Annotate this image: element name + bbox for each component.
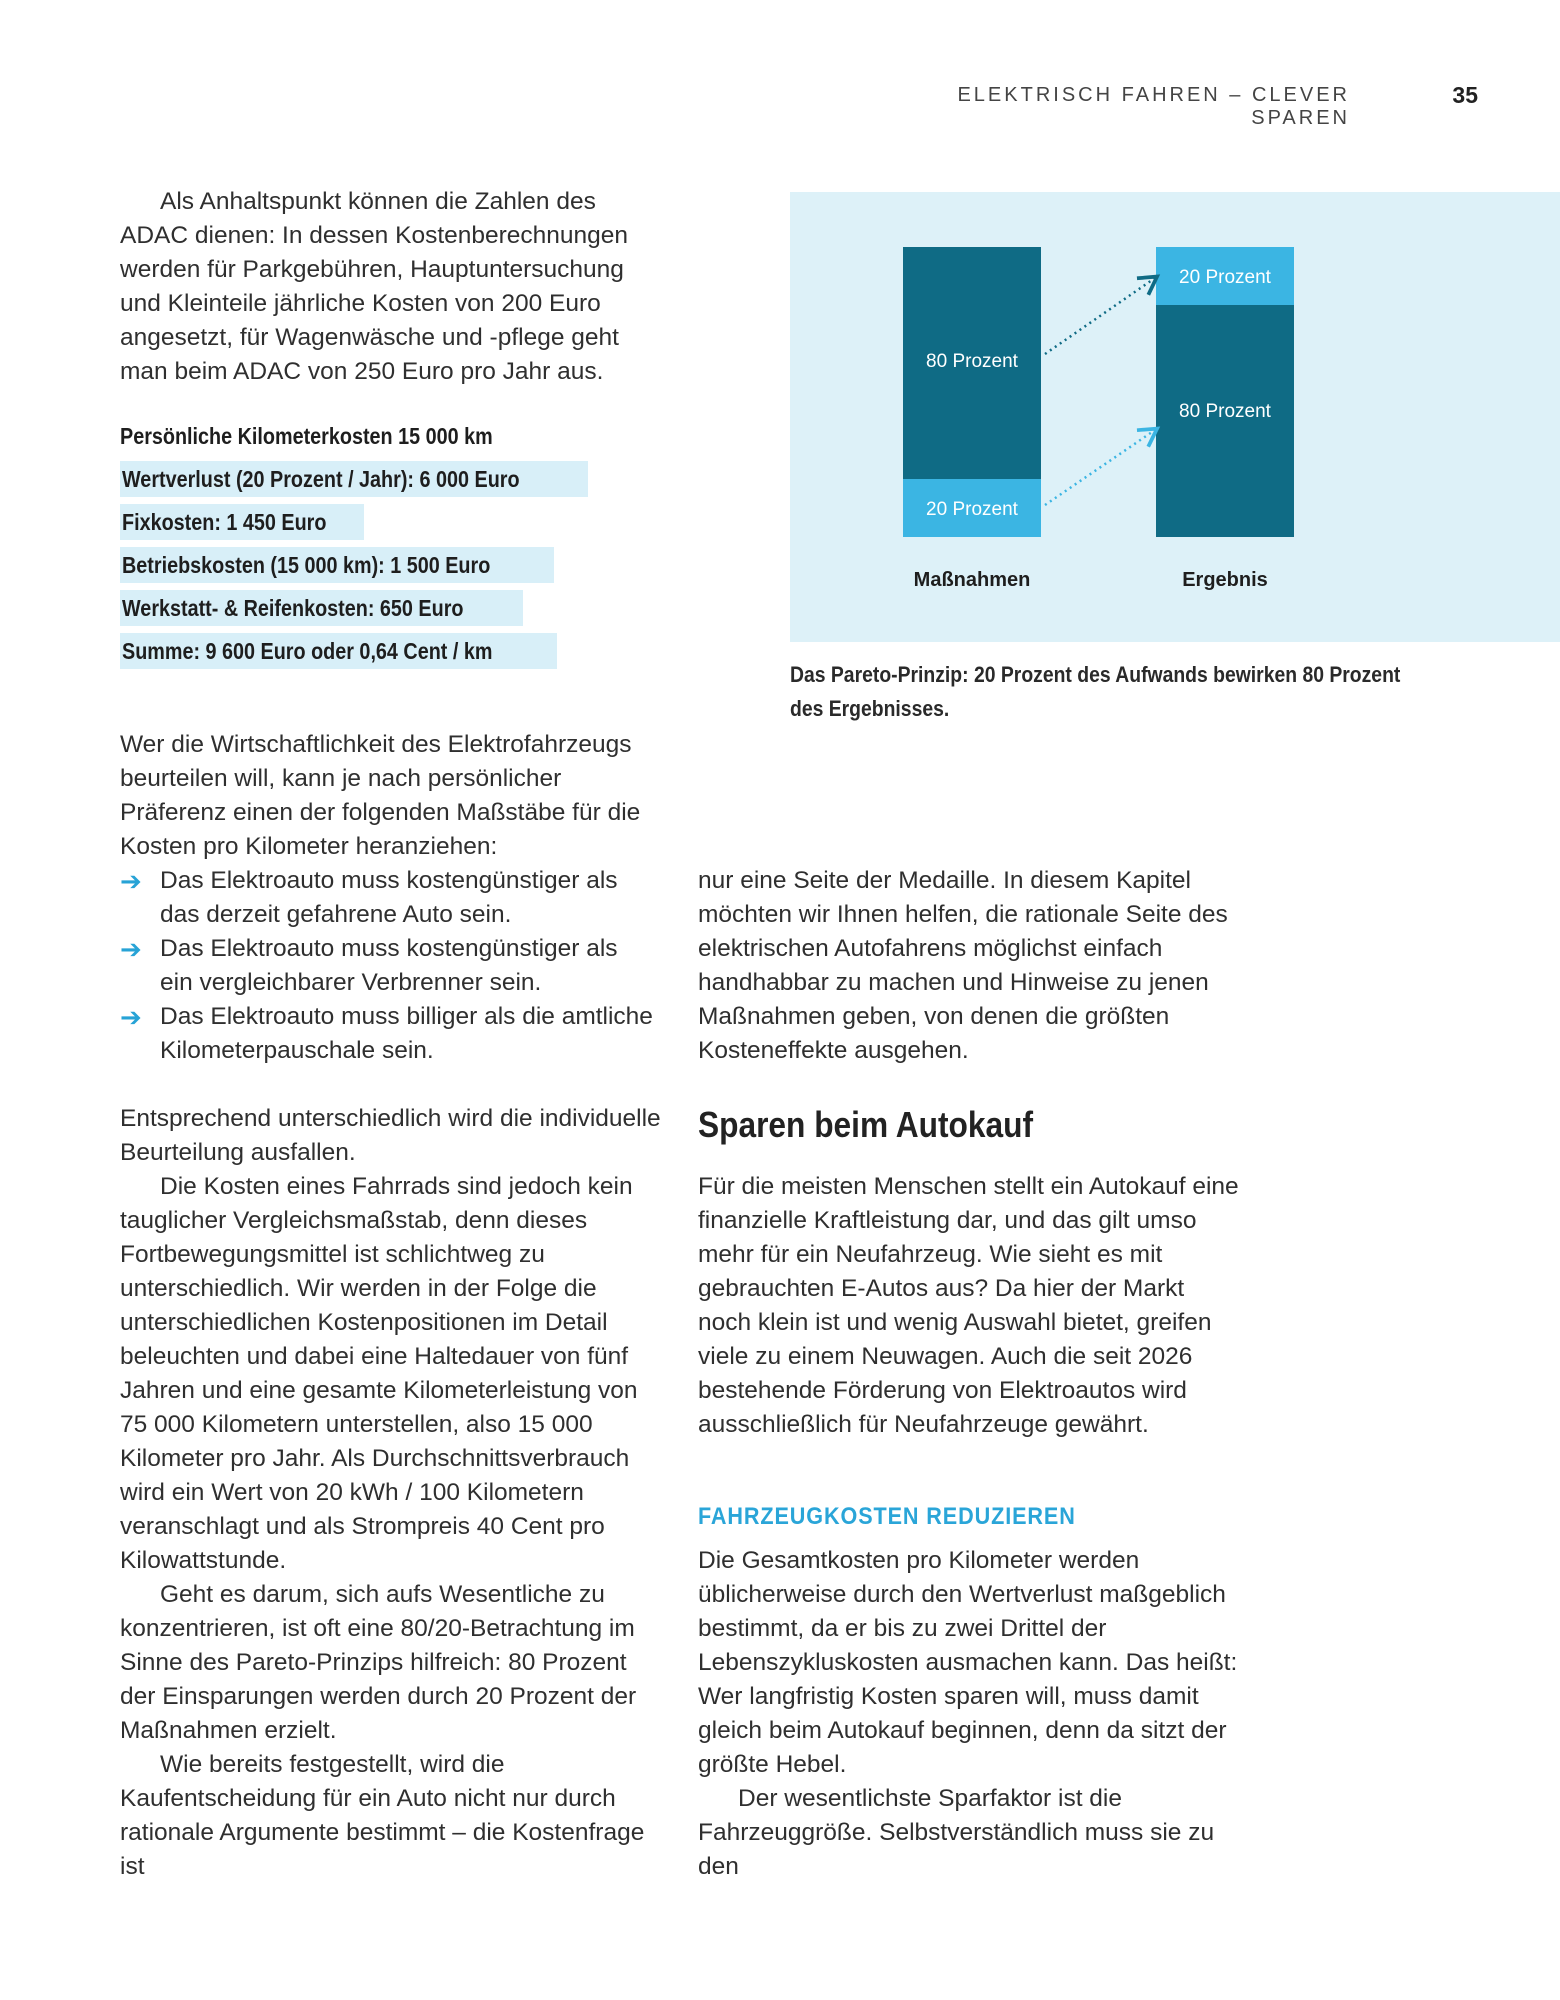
dotted-arrow-light — [1045, 430, 1155, 505]
bar-segment-label: 80 Prozent — [926, 351, 1018, 372]
bar-segment-label: 80 Prozent — [1179, 401, 1271, 422]
running-header-title: ELEKTRISCH FAHREN – CLEVER SPAREN — [957, 84, 1350, 129]
cost-line: Werkstatt- & Reifenkosten: 650 Euro — [120, 590, 523, 626]
body-paragraph: Wer die Wirtschaftlichkeit des Elektrofahrzeugs beurteilen will, kann je nach persönlicher Präferenz einen der folgenden Maßstäbe für die Kosten pro Kilometer heranziehen: — [120, 731, 641, 860]
figure-caption: Das Pareto-Prinzip: 20 Prozent des Aufwands bewirken 80 Prozent des Ergebnisses. — [790, 662, 1401, 721]
cost-summary-box — [120, 418, 680, 669]
pareto-chart — [790, 192, 1560, 642]
cost-line: Betriebskosten (15 000 km): 1 500 Euro — [120, 547, 554, 583]
body-paragraph: Entsprechend unterschiedlich wird die individuelle Beurteilung ausfallen. — [120, 1105, 661, 1166]
list-item: ➔ Das Elektroauto muss kostengünstiger als ein vergleichbarer Verbrenner sein. — [120, 934, 618, 996]
criteria-list — [120, 864, 655, 1068]
body-paragraph: Der wesentlichste Sparfaktor ist die Fahrzeuggröße. Selbstverständlich muss sie zu den — [698, 1785, 1215, 1880]
intro-paragraph: Als Anhaltspunkt können die Zahlen des ADAC dienen: In dessen Kostenberechnungen werden für Parkgebühren, Hauptuntersuchung und Kleinteile jährliche Kosten von 200 Euro angesetzt, für Wagenwäsche und -pflege geht man beim ADAC von 250 Euro pro Jahr aus. — [120, 188, 629, 385]
cost-box-title: Persönliche Kilometerkosten 15 000 km — [120, 423, 493, 449]
body-paragraph: nur eine Seite der Medaille. In diesem Kapitel möchten wir Ihnen helfen, die rationale Seite des elektrischen Autofahrens möglichst einfach handhabbar zu machen und Hinweise zu jenen Maßnahmen geben, von denen die größten Kosteneffekte ausgehen. — [698, 867, 1228, 1064]
body-paragraph: Wie bereits festgestellt, wird die Kaufentscheidung für ein Auto nicht nur durch rationale Argumente bestimmt – die Kostenfrage ist — [120, 1751, 645, 1880]
arrow-right-icon: ➔ — [120, 1002, 142, 1032]
body-paragraph: Für die meisten Menschen stellt ein Autokauf eine finanzielle Kraftleistung dar, und das gilt umso mehr für ein Neufahrzeug. Wie sieht es mit gebrauchten E-Autos aus? Da hier der Markt noch klein ist und wenig Auswahl bietet, greifen viele zu einem Neuwagen. Auch die seit 2026 bestehende Förderung von Elektroautos wird ausschließlich für Neufahrzeuge gewährt. — [698, 1173, 1239, 1438]
category-label: Maßnahmen — [913, 569, 1031, 591]
subsection-heading: FAHRZEUGKOSTEN REDUZIEREN — [698, 1503, 1076, 1530]
category-label: Ergebnis — [1182, 569, 1268, 591]
pareto-figure — [790, 192, 1560, 642]
cost-line: Fixkosten: 1 450 Euro — [120, 504, 364, 540]
list-item: ➔ Das Elektroauto muss kostengünstiger als das derzeit gefahrene Auto sein. — [120, 866, 618, 928]
section-heading: Sparen beim Autokauf — [698, 1104, 1034, 1145]
bar-segment-label: 20 Prozent — [926, 499, 1018, 520]
arrow-right-icon: ➔ — [120, 934, 142, 964]
cost-line: Wertverlust (20 Prozent / Jahr): 6 000 Euro — [120, 461, 588, 497]
bar-segment-label: 20 Prozent — [1179, 267, 1271, 288]
dotted-arrow-dark — [1045, 278, 1155, 354]
body-paragraph: Die Gesamtkosten pro Kilometer werden üblicherweise durch den Wertverlust maßgeblich bestimmt, da er bis zu zwei Drittel der Lebenszykluskosten ausmachen kann. Das heißt: Wer langfristig Kosten sparen will, muss damit gleich beim Autokauf beginnen, denn da sitzt der größte Hebel. — [698, 1547, 1238, 1778]
cost-total-line: Summe: 9 600 Euro oder 0,64 Cent / km — [120, 633, 557, 669]
body-paragraph: Geht es darum, sich aufs Wesentliche zu konzentrieren, ist oft eine 80/20-Betrachtung im Sinne des Pareto-Prinzips hilfreich: 80 Prozent der Einsparungen werden durch 20 Prozent der Maßnahmen erzielt. — [120, 1581, 637, 1744]
body-paragraph: Die Kosten eines Fahrrads sind jedoch kein tauglicher Vergleichsmaßstab, denn dieses Fortbewegungsmittel ist schlichtweg zu unterschiedlich. Wir werden in der Folge die unterschiedlichen Kostenpositionen im Detail beleuchten und dabei eine Haltedauer von fünf Jahren und eine gesamte Kilometerleistung von 75 000 Kilometern unterstellen, also 15 000 Kilometer pro Jahr. Als Durchschnittsverbrauch wird ein Wert von 20 kWh / 100 Kilometern veranschlagt und als Strompreis 40 Cent pro Kilowattstunde. — [120, 1173, 638, 1574]
arrow-right-icon: ➔ — [120, 866, 142, 896]
page-number: 35 — [1452, 82, 1478, 108]
list-item: ➔ Das Elektroauto muss billiger als die amtliche Kilometerpauschale sein. — [120, 1002, 653, 1064]
